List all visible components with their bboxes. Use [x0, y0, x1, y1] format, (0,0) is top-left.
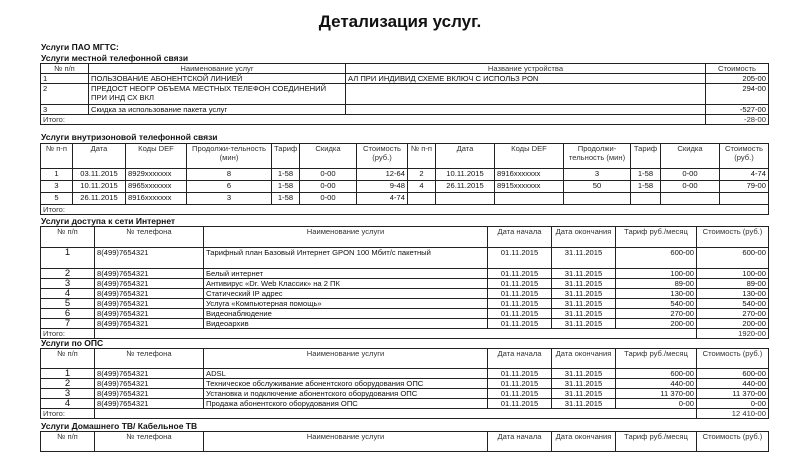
- column-header: Наименование услуги: [204, 227, 488, 248]
- table-cell: [436, 193, 495, 205]
- column-header: Дата окончания: [552, 227, 616, 248]
- column-header: Тариф руб./месяц: [616, 432, 697, 452]
- table-cell: 5: [41, 299, 95, 309]
- table-row: [41, 248, 769, 269]
- table-row: [41, 379, 769, 389]
- table-cell: 01.11.2015: [488, 279, 552, 289]
- intrazone-section-heading: Услуги внутризоновой телефонной связи: [41, 132, 218, 142]
- column-header: № телефона: [95, 349, 204, 369]
- table-cell: 200-00: [616, 319, 697, 329]
- table-cell: 200-00: [697, 319, 769, 329]
- table-row: [41, 269, 769, 279]
- table-row: [41, 279, 769, 289]
- column-header: Скидка: [300, 144, 357, 169]
- table-cell: 600-00: [697, 369, 769, 379]
- table-cell: 31.11.2015: [552, 279, 616, 289]
- table-cell: 6: [187, 181, 272, 193]
- column-header: Дата: [73, 144, 126, 169]
- table-cell: 2: [41, 269, 95, 279]
- table-cell: 540-00: [697, 299, 769, 309]
- table-cell: 01.11.2015: [488, 269, 552, 279]
- table-cell: [346, 84, 706, 105]
- table-row: [41, 309, 769, 319]
- column-header: № п/п: [41, 64, 89, 74]
- table-cell: 1: [41, 369, 95, 379]
- table-row: [41, 181, 769, 193]
- table-cell: 0-00: [697, 399, 769, 409]
- table-cell: Видеонаблюдение: [204, 309, 488, 319]
- table-header-row: [41, 64, 769, 74]
- table-cell: Статический IP адрес: [204, 289, 488, 299]
- table-row: [41, 105, 769, 115]
- table-cell: 31.11.2015: [552, 289, 616, 299]
- table-cell: 31.11.2015: [552, 379, 616, 389]
- table-row: [41, 84, 769, 105]
- table-cell: 01.11.2015: [488, 389, 552, 399]
- column-header: Наименование услуги: [204, 432, 488, 452]
- provider-heading: Услуги ПАО МГТС:: [41, 42, 119, 52]
- table-cell: 2: [41, 84, 89, 105]
- table-cell: ПРЕДОСТ НЕОГР ОБЪЕМА МЕСТНЫХ ТЕЛЕФОН СОЕДИНЕНИЙ ПРИ ИНД СХ ВКЛ: [89, 84, 346, 105]
- column-header: Наименование услуг: [89, 64, 346, 74]
- table-cell: 8: [187, 169, 272, 181]
- table-cell: 8(499)7654321: [95, 399, 204, 409]
- table-cell: 600-00: [697, 248, 769, 269]
- table-cell: 31.11.2015: [552, 399, 616, 409]
- table-cell: 4-74: [357, 193, 408, 205]
- column-header: Дата: [436, 144, 495, 169]
- ops-section-heading: Услуги по ОПС: [41, 338, 104, 348]
- table-cell: 01.11.2015: [488, 399, 552, 409]
- table-cell: 0-00: [300, 169, 357, 181]
- total-label: Итого:: [41, 205, 769, 215]
- table-cell: 01.11.2015: [488, 379, 552, 389]
- column-header: Скидка: [661, 144, 720, 169]
- total-spacer: [95, 409, 697, 419]
- table-cell: 8(499)7654321: [95, 279, 204, 289]
- table-header-row: [41, 227, 769, 248]
- table-cell: 31.11.2015: [552, 248, 616, 269]
- table-cell: 2: [408, 169, 436, 181]
- table-cell: 01.11.2015: [488, 248, 552, 269]
- table-cell: 3: [187, 193, 272, 205]
- column-header: Тариф: [272, 144, 300, 169]
- total-value: 1920-00: [697, 329, 769, 339]
- total-value: -28-00: [706, 115, 769, 125]
- table-row: [41, 74, 769, 84]
- total-label: Итого:: [41, 409, 95, 419]
- table-cell: 10.11.2015: [73, 181, 126, 193]
- table-cell: [661, 193, 720, 205]
- table-cell: [346, 105, 706, 115]
- table-cell: 2: [41, 379, 95, 389]
- table-cell: 0-00: [300, 193, 357, 205]
- table-cell: 01.11.2015: [488, 319, 552, 329]
- table-cell: Видеоархив: [204, 319, 488, 329]
- column-header: Стоимость (руб.): [357, 144, 408, 169]
- table-cell: 31.11.2015: [552, 319, 616, 329]
- table-cell: 1: [41, 169, 73, 181]
- column-header: Дата начала: [488, 432, 552, 452]
- table-cell: 31.11.2015: [552, 389, 616, 399]
- table-cell: 5: [41, 193, 73, 205]
- table-cell: 8916xxxxxxx: [495, 169, 564, 181]
- table-cell: 12-64: [357, 169, 408, 181]
- table-cell: 01.11.2015: [488, 369, 552, 379]
- table-cell: 11 370-00: [697, 389, 769, 399]
- column-header: Название устройства: [346, 64, 706, 74]
- table-row: [41, 193, 769, 205]
- column-header: Продолжи-тельность (мин): [187, 144, 272, 169]
- column-header: Дата окончания: [552, 349, 616, 369]
- column-header: Тариф руб./месяц: [616, 227, 697, 248]
- table-cell: Скидка за использование пакета услуг: [89, 105, 346, 115]
- table-cell: 8(499)7654321: [95, 299, 204, 309]
- table-cell: Продажа абонентского оборудования ОПС: [204, 399, 488, 409]
- table-cell: 8(499)7654321: [95, 369, 204, 379]
- table-cell: 31.11.2015: [552, 269, 616, 279]
- column-header: № п/п: [41, 227, 95, 248]
- table-cell: 89-00: [697, 279, 769, 289]
- page-title: Детализация услуг.: [318, 12, 482, 31]
- total-label: Итого:: [41, 329, 95, 339]
- table-cell: 3: [41, 105, 89, 115]
- table-cell: [495, 193, 564, 205]
- table-cell: 26.11.2015: [436, 181, 495, 193]
- table-cell: Услуга «Компьютерная помощь»: [204, 299, 488, 309]
- total-label: Итого:: [41, 115, 706, 125]
- local-services-table: [40, 63, 769, 125]
- table-cell: Антивирус «Dr. Web Классик» на 2 ПК: [204, 279, 488, 289]
- table-cell: -527-00: [706, 105, 769, 115]
- table-cell: 8(499)7654321: [95, 319, 204, 329]
- table-cell: ПОЛЬЗОВАНИЕ АБОНЕНТСКОЙ ЛИНИЕЙ: [89, 74, 346, 84]
- table-cell: 79-00: [720, 181, 769, 193]
- table-cell: 205-00: [706, 74, 769, 84]
- column-header: № п-п: [41, 144, 73, 169]
- table-cell: 4: [41, 289, 95, 299]
- table-cell: 540-00: [616, 299, 697, 309]
- column-header: Дата начала: [488, 349, 552, 369]
- total-row: [41, 115, 769, 125]
- table-cell: 31.11.2015: [552, 309, 616, 319]
- table-cell: ADSL: [204, 369, 488, 379]
- column-header: № п-п: [408, 144, 436, 169]
- column-header: № телефона: [95, 227, 204, 248]
- column-header: № п/п: [41, 432, 95, 452]
- table-header-row: [41, 432, 769, 452]
- table-cell: АЛ ПРИ ИНДИВИД СХЕМЕ ВКЛЮЧ С ИСПОЛЬЗ PON: [346, 74, 706, 84]
- table-cell: 26.11.2015: [73, 193, 126, 205]
- column-header: Дата начала: [488, 227, 552, 248]
- table-cell: 100-00: [616, 269, 697, 279]
- table-cell: 3: [41, 389, 95, 399]
- table-cell: 8(499)7654321: [95, 269, 204, 279]
- table-row: [41, 369, 769, 379]
- table-cell: 1-58: [272, 193, 300, 205]
- table-row: [41, 289, 769, 299]
- column-header: Тариф руб./месяц: [616, 349, 697, 369]
- table-cell: 0-00: [661, 169, 720, 181]
- table-cell: 294-00: [706, 84, 769, 105]
- table-cell: 1-58: [631, 181, 661, 193]
- table-cell: 8915xxxxxxx: [495, 181, 564, 193]
- column-header: Коды DEF: [495, 144, 564, 169]
- table-cell: 8965xxxxxxx: [126, 181, 187, 193]
- table-cell: 01.11.2015: [488, 309, 552, 319]
- tv-services-table: [40, 431, 769, 452]
- table-row: [41, 389, 769, 399]
- table-cell: 9-48: [357, 181, 408, 193]
- table-cell: 130-00: [697, 289, 769, 299]
- table-cell: 31.11.2015: [552, 299, 616, 309]
- table-cell: [631, 193, 661, 205]
- table-cell: [564, 193, 631, 205]
- table-cell: 3: [564, 169, 631, 181]
- table-cell: 0-00: [300, 181, 357, 193]
- column-header: Стоимость (руб.): [697, 349, 769, 369]
- table-cell: 11 370-00: [616, 389, 697, 399]
- column-header: Стоимость (руб.): [720, 144, 769, 169]
- table-cell: 3: [41, 279, 95, 289]
- table-cell: 8929xxxxxxx: [126, 169, 187, 181]
- internet-section-heading: Услуги доступа к сети Интернет: [41, 216, 176, 226]
- table-cell: 8916xxxxxxx: [126, 193, 187, 205]
- table-cell: Установка и подключение абонентского оборудования ОПС: [204, 389, 488, 399]
- table-row: [41, 299, 769, 309]
- table-cell: 8(499)7654321: [95, 389, 204, 399]
- table-cell: Белый интернет: [204, 269, 488, 279]
- column-header: Коды DEF: [126, 144, 187, 169]
- table-cell: 600-00: [616, 369, 697, 379]
- local-section-heading: Услуги местной телефонной связи: [41, 53, 189, 63]
- total-row: [41, 205, 769, 215]
- column-header: Стоимость (руб.): [697, 432, 769, 452]
- total-spacer: [95, 329, 697, 339]
- table-cell: 8(499)7654321: [95, 379, 204, 389]
- column-header: Дата окончания: [552, 432, 616, 452]
- column-header: № п/п: [41, 349, 95, 369]
- column-header: № телефона: [95, 432, 204, 452]
- column-header: Стоимость (руб.): [697, 227, 769, 248]
- total-row: [41, 329, 769, 339]
- internet-services-table: [40, 226, 769, 339]
- table-cell: 4: [41, 399, 95, 409]
- table-cell: 100-00: [697, 269, 769, 279]
- table-cell: 130-00: [616, 289, 697, 299]
- column-header: Тариф: [631, 144, 661, 169]
- table-cell: [720, 193, 769, 205]
- table-cell: 8(499)7654321: [95, 289, 204, 299]
- table-cell: Тарифный план Базовый Интернет GPON 100 Мбит/с пакетный: [204, 248, 488, 269]
- ops-services-table: [40, 348, 769, 419]
- table-cell: 1: [41, 248, 95, 269]
- table-cell: 31.11.2015: [552, 369, 616, 379]
- table-row: [41, 169, 769, 181]
- table-cell: 01.11.2015: [488, 299, 552, 309]
- column-header: Стоимость: [706, 64, 769, 74]
- table-cell: 1-58: [272, 169, 300, 181]
- table-cell: 6: [41, 309, 95, 319]
- table-cell: 10.11.2015: [436, 169, 495, 181]
- column-header: Наименование услуги: [204, 349, 488, 369]
- table-cell: 7: [41, 319, 95, 329]
- table-cell: Техническое обслуживание абонентского оборудования ОПС: [204, 379, 488, 389]
- table-cell: 89-00: [616, 279, 697, 289]
- column-header: Продолжи-тельность (мин): [564, 144, 631, 169]
- table-cell: 0-00: [616, 399, 697, 409]
- table-cell: 03.11.2015: [73, 169, 126, 181]
- table-cell: 270-00: [616, 309, 697, 319]
- table-cell: 600-00: [616, 248, 697, 269]
- table-cell: 1-58: [272, 181, 300, 193]
- table-row: [41, 399, 769, 409]
- table-cell: 1-58: [631, 169, 661, 181]
- intrazone-calls-table: [40, 143, 769, 215]
- total-row: [41, 409, 769, 419]
- table-cell: 3: [41, 181, 73, 193]
- table-cell: 8(499)7654321: [95, 248, 204, 269]
- table-cell: 440-00: [616, 379, 697, 389]
- table-cell: 01.11.2015: [488, 289, 552, 299]
- table-header-row: [41, 144, 769, 169]
- table-cell: 0-00: [661, 181, 720, 193]
- table-cell: 440-00: [697, 379, 769, 389]
- table-cell: 270-00: [697, 309, 769, 319]
- table-cell: 4: [408, 181, 436, 193]
- tv-section-heading: Услуги Домашнего ТВ/ Кабельное ТВ: [41, 421, 198, 431]
- table-cell: 4-74: [720, 169, 769, 181]
- table-header-row: [41, 349, 769, 369]
- table-row: [41, 319, 769, 329]
- table-cell: 8(499)7654321: [95, 309, 204, 319]
- total-value: 12 410-00: [697, 409, 769, 419]
- table-cell: 50: [564, 181, 631, 193]
- table-cell: 1: [41, 74, 89, 84]
- table-cell: [408, 193, 436, 205]
